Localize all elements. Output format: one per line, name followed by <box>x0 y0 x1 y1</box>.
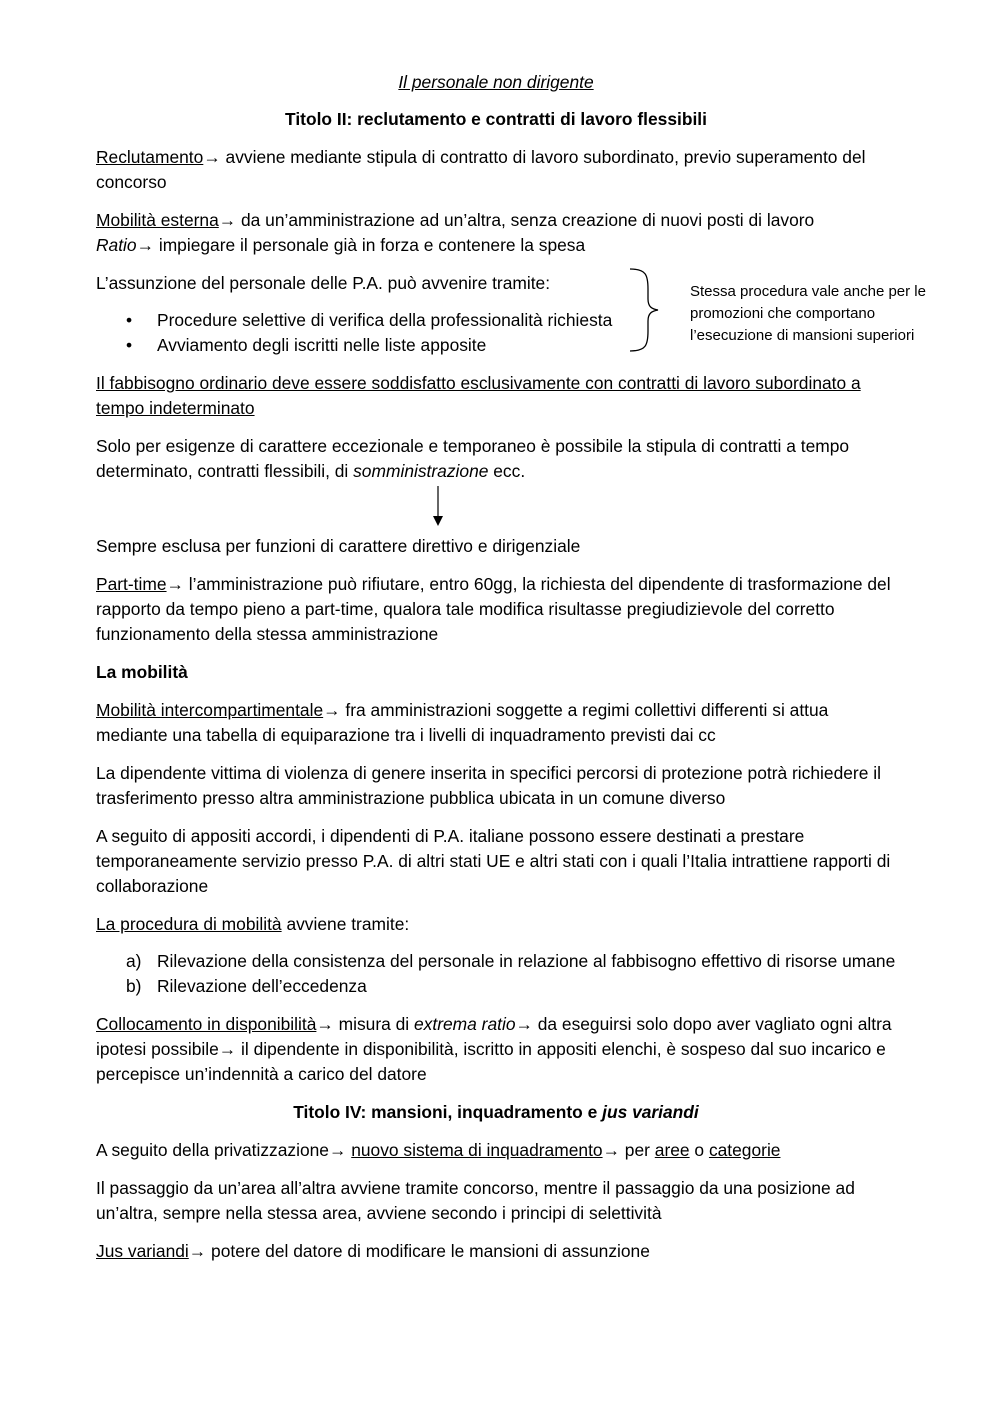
text-esigenze-a: Solo per esigenze di carattere eccezionale e temporaneo è possibile la stipula di contratti a tempo determinato, contratti flessibili, di <box>96 436 850 481</box>
document-page <box>96 70 926 1277</box>
list-item-text: Rilevazione dell’eccedenza <box>157 976 367 996</box>
list-item: • Avviamento degli iscritti nelle liste apposite <box>96 333 896 358</box>
arrow-icon: → <box>323 700 341 720</box>
titolo4-jus-variandi: jus variandi <box>602 1102 699 1122</box>
paragraph-violenza: La dipendente vittima di violenza di genere inserita in specifici percorsi di protezione potrà richiedere il trasferimento presso altra amministrazione pubblica ubicata in un comune diverso <box>96 763 881 808</box>
paragraph-intercompartimentale <box>96 698 896 748</box>
arrow-icon: → <box>328 1140 347 1160</box>
text-collocamento-3: da eseguirsi solo dopo aver vagliato ogni altra ipotesi possibile <box>96 1014 892 1059</box>
arrow-icon: → <box>188 1241 207 1261</box>
arrow-icon: → <box>166 574 184 594</box>
term-mobilita-esterna: Mobilità esterna <box>96 210 219 230</box>
paragraph-reclutamento <box>96 145 896 195</box>
section-heading-mobilita: La mobilità <box>96 662 188 682</box>
assunzione-block <box>96 271 926 358</box>
procedura-list <box>96 949 896 999</box>
term-categorie: categorie <box>708 1140 781 1160</box>
text-procedura: avviene tramite: <box>281 914 410 934</box>
list-item: • Procedure selettive di verifica della professionalità richiesta <box>96 308 896 333</box>
list-item <box>96 974 896 999</box>
paragraph-esigenze <box>96 434 896 484</box>
arrow-icon: → <box>203 147 221 167</box>
text-privatizzazione-1: A seguito della privatizzazione <box>96 1140 329 1160</box>
document-title <box>96 70 896 95</box>
term-jus-variandi: Jus variandi <box>96 1241 189 1261</box>
list-marker: a) <box>126 951 142 971</box>
text-reclutamento: avviene mediante stipula di contratto di lavoro subordinato, previo superamento del concorso <box>96 147 866 192</box>
arrow-icon: → <box>218 210 237 230</box>
text-collocamento-4: il dipendente in disponibilità, iscritto in appositi elenchi, è sospeso dal suo incarico e percepisce un’indennità a carico del datore <box>96 1039 886 1084</box>
assunzione-intro: L’assunzione del personale delle P.A. può avvenire tramite: <box>96 273 551 293</box>
text-o: o <box>689 1140 709 1160</box>
term-ratio: Ratio <box>96 235 137 255</box>
section-heading-titolo4 <box>96 1100 896 1125</box>
paragraph-collocamento <box>96 1012 896 1087</box>
arrow-icon: → <box>136 235 154 255</box>
paragraph-esclusa: Sempre esclusa per funzioni di carattere direttivo e dirigenziale <box>96 536 581 556</box>
paragraph-procedura <box>96 912 896 937</box>
arrow-icon: → <box>515 1014 533 1034</box>
list-item-text: Rilevazione della consistenza del personale in relazione al fabbisogno effettivo di risorse umane <box>157 951 896 971</box>
text-esigenze-c: ecc. <box>488 461 526 481</box>
text-intercompartimentale: fra amministrazioni soggette a regimi collettivi differenti si attua mediante una tabella di equiparazione tra i livelli di inquadramento previsti dai cc <box>96 700 829 745</box>
term-reclutamento: Reclutamento <box>96 147 204 167</box>
paragraph-mobilita-esterna <box>96 208 896 258</box>
titolo4-text: Titolo IV: mansioni, inquadramento e <box>293 1102 603 1122</box>
term-aree: aree <box>654 1140 690 1160</box>
paragraph-part-time <box>96 572 896 647</box>
text-somministrazione: somministrazione <box>353 461 489 481</box>
term-nuovo-sistema: nuovo sistema di inquadramento <box>351 1140 603 1160</box>
section-heading-titolo2: Titolo II: reclutamento e contratti di lavoro flessibili <box>285 109 707 129</box>
title-text: Il personale non dirigente <box>398 72 594 92</box>
text-ratio: impiegare il personale già in forza e contenere la spesa <box>154 235 586 255</box>
text-collocamento-1: misura di <box>333 1014 415 1034</box>
arrow-icon: → <box>316 1014 334 1034</box>
list-marker: b) <box>126 976 142 996</box>
paragraph-jus-variandi <box>96 1239 896 1264</box>
down-arrow-block <box>96 478 896 530</box>
text-part-time: l’amministrazione può rifiutare, entro 60gg, la richiesta del dipendente di trasformazione del rapporto da tempo pieno a part-time, qualora tale modifica risultasse pregiudizievole del corretto funzionamento della stessa amministrazione <box>96 574 891 644</box>
text-per: per <box>619 1140 655 1160</box>
text-mobilita-esterna: da un’amministrazione ad un’altra, senza creazione di nuovi posti di lavoro <box>236 210 815 230</box>
paragraph-accordi: A seguito di appositi accordi, i dipendenti di P.A. italiane possono essere destinati a prestare temporaneamente servizio presso P.A. di altri stati UE e altri stati con i quali l’Italia intrattiene rapporti di collaborazione <box>96 826 891 896</box>
term-part-time: Part-time <box>96 574 167 594</box>
arrow-down-icon <box>432 478 444 528</box>
paragraph-privatizzazione <box>96 1138 896 1163</box>
text-extrema-ratio: extrema ratio <box>414 1014 516 1034</box>
term-intercompartimentale: Mobilità intercompartimentale <box>96 700 324 720</box>
paragraph-fabbisogno: Il fabbisogno ordinario deve essere soddisfatto esclusivamente con contratti di lavoro subordinato a tempo indeterminato <box>96 373 861 418</box>
brace-note: Stessa procedura vale anche per le promozioni che comportano l’esecuzione di mansioni superiori <box>690 283 926 344</box>
arrow-icon: → <box>218 1039 237 1059</box>
arrow-icon: → <box>602 1140 620 1160</box>
term-collocamento: Collocamento in disponibilità <box>96 1014 317 1034</box>
curly-brace-icon <box>624 267 664 353</box>
term-procedura: La procedura di mobilità <box>96 914 282 934</box>
list-item <box>96 949 896 974</box>
text-jus-variandi: potere del datore di modificare le mansioni di assunzione <box>206 1241 650 1261</box>
paragraph-passaggio: Il passaggio da un’area all’altra avviene tramite concorso, mentre il passaggio da una posizione ad un’altra, sempre nella stessa area, avviene secondo i principi di selettività <box>96 1178 855 1223</box>
